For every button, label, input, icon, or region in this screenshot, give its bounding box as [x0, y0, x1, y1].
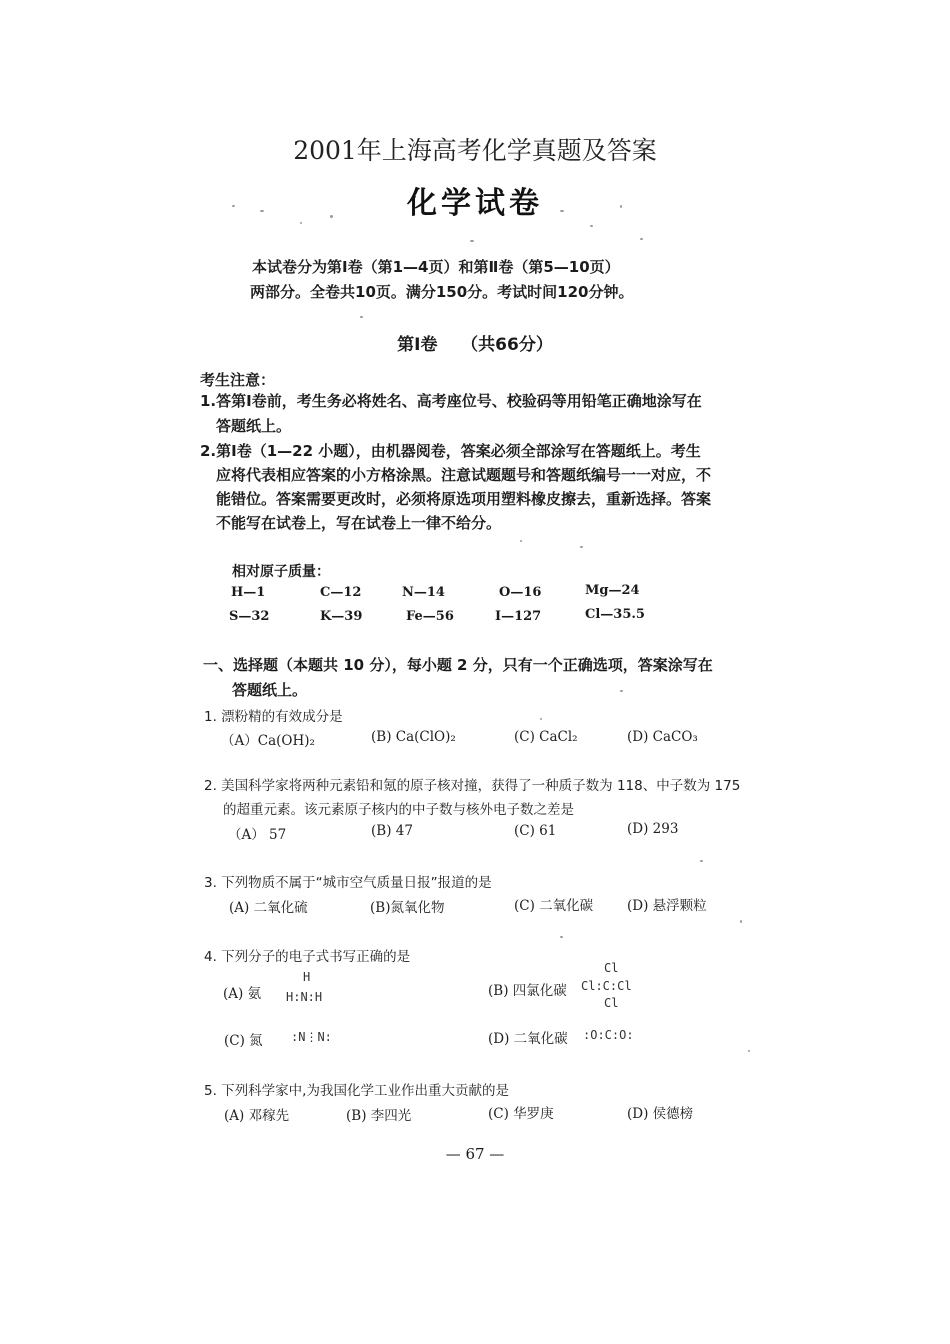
notice-line: 不能写在试卷上，写在试卷上一律不给分。: [216, 514, 502, 532]
intro-line-1: 本试卷分为第Ⅰ卷（第1—4页）和第Ⅱ卷（第5—10页）: [252, 258, 620, 276]
atomic-mass-entry: C—12: [320, 585, 362, 600]
atomic-mass-entry: Cl—35.5: [585, 607, 645, 622]
part-heading-continued: 答题纸上。: [232, 681, 308, 699]
atomic-mass-entry: H—1: [231, 585, 266, 600]
notice-line: 应将代表相应答案的小方格涂黑。注意试题题号和答题纸编号一一对应，不: [216, 466, 712, 484]
atomic-mass-entry: Mg—24: [585, 583, 640, 598]
question-5-option-d: (D) 侯德榜: [627, 1106, 694, 1122]
atomic-mass-entry: O—16: [499, 585, 542, 600]
notice-line: 1.答第Ⅰ卷前，考生务必将姓名、高考座位号、校验码等用铅笔正确地涂写在: [200, 392, 702, 410]
question-3-option-c: (C) 二氧化碳: [514, 898, 594, 914]
section-heading: [0, 330, 950, 355]
question-4-option-d: (D) 二氧化碳: [488, 1031, 568, 1047]
question-2-option-b: (B) 47: [371, 823, 413, 839]
question-4-option-b: (B) 四氯化碳: [488, 983, 567, 999]
question-5-option-b: (B) 李四光: [346, 1108, 412, 1124]
question-2-option-c: (C) 61: [514, 823, 557, 839]
notice-heading: 考生注意：: [200, 371, 276, 389]
notice-line: 2.第Ⅰ卷（1—22 小题），由机器阅卷，答案必须全部涂写在答题纸上。考生: [200, 442, 701, 460]
question-3-stem: 3. 下列物质不属于“城市空气质量日报”报道的是: [204, 875, 492, 891]
question-4-option-a: (A) 氨: [223, 986, 262, 1002]
part-heading: 一、选择题（本题共 10 分），每小题 2 分，只有一个正确选项，答案涂写在: [203, 656, 713, 674]
question-1-option-d: (D) CaCO₃: [627, 729, 698, 745]
atomic-mass-heading: 相对原子质量：: [232, 564, 330, 580]
question-2-stem: 2. 美国科学家将两种元素铅和氪的原子核对撞，获得了一种质子数为 118、中子数为 175: [204, 778, 741, 794]
section-label: 第Ⅰ卷: [397, 335, 438, 355]
question-1-option-a: （A）Ca(OH)₂: [221, 733, 315, 749]
question-1-option-c: (C) CaCl₂: [514, 729, 578, 745]
question-1-option-b: (B) Ca(ClO)₂: [371, 729, 456, 745]
question-1-stem: 1. 漂粉精的有效成分是: [204, 709, 343, 725]
question-3-option-d: (D) 悬浮颗粒: [627, 898, 707, 914]
intro-line-2: 两部分。全卷共10页。满分150分。考试时间120分钟。: [250, 283, 634, 301]
document-title: 2001年上海高考化学真题及答案: [293, 136, 657, 165]
question-2-option-d: (D) 293: [627, 821, 679, 837]
question-5-option-c: (C) 华罗庚: [488, 1106, 554, 1122]
atomic-mass-entry: Fe—56: [406, 609, 454, 624]
co2-electron-formula: :O:C:O:: [583, 1028, 634, 1042]
notice-line: 能错位。答案需要更改时，必须将原选项用塑料橡皮擦去，重新选择。答案: [216, 490, 712, 508]
notice-line: 答题纸上。: [216, 417, 292, 435]
question-4-stem: 4. 下列分子的电子式书写正确的是: [204, 949, 411, 965]
atomic-mass-entry: K—39: [320, 609, 363, 624]
question-4-option-c: (C) 氮: [224, 1033, 263, 1049]
question-2-option-a: （A） 57: [228, 827, 287, 843]
nitrogen-electron-formula: :N⋮N:: [291, 1030, 332, 1044]
question-2-stem-continued: 的超重元素。该元素原子核内的中子数与核外电子数之差是: [223, 802, 574, 818]
ccl4-electron-formula: Cl:C:Cl: [581, 979, 632, 993]
question-5-option-a: (A) 邓稼先: [224, 1108, 290, 1124]
paper-title: 化学试卷: [407, 186, 543, 221]
section-points: （共66分）: [461, 335, 553, 355]
ammonia-electron-formula: H:N:H: [286, 990, 323, 1004]
question-3-option-a: (A) 二氧化硫: [229, 900, 308, 916]
ammonia-formula-top: H: [303, 970, 311, 984]
atomic-mass-entry: S—32: [229, 609, 270, 624]
ccl4-formula-top: Cl: [604, 961, 619, 975]
atomic-mass-entry: N—14: [402, 585, 445, 600]
ccl4-formula-bottom: Cl: [604, 996, 619, 1010]
question-5-stem: 5. 下列科学家中,为我国化学工业作出重大贡献的是: [204, 1083, 509, 1099]
atomic-mass-entry: I—127: [495, 609, 542, 624]
page-number: — 67 —: [445, 1145, 505, 1163]
question-3-option-b: (B)氮氧化物: [370, 900, 445, 916]
